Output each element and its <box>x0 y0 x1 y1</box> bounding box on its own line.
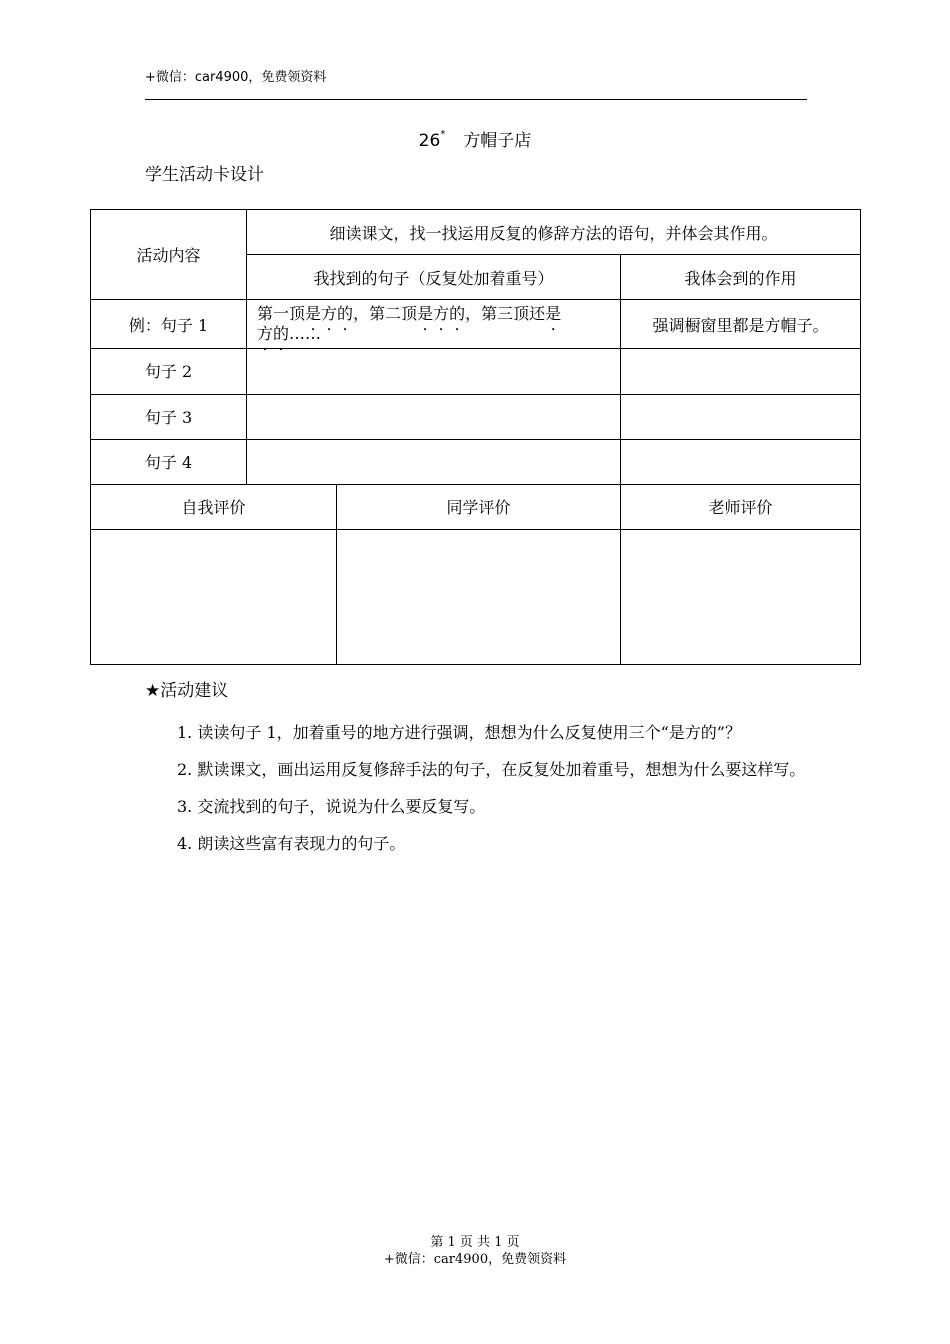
header-divider <box>145 99 807 100</box>
example-row-label: 例：句子 1 <box>91 300 247 349</box>
suggestion-item: 4. 朗读这些富有表现力的句子。 <box>177 834 406 853</box>
emphasis-segment: 是方的 <box>417 304 466 323</box>
row-label: 句子 4 <box>91 440 247 485</box>
peer-evaluation-cell[interactable] <box>337 530 621 665</box>
effect-cell[interactable] <box>621 349 861 395</box>
suggestion-item: 2. 默读课文，画出运用反复修辞手法的句子，在反复处加着重号，想想为什么要这样写。 <box>177 760 806 779</box>
emphasis-segment: 方的 <box>257 324 290 343</box>
effect-cell[interactable] <box>621 395 861 440</box>
suggestions-title: ★活动建议 <box>145 681 229 701</box>
teacher-evaluation-header: 老师评价 <box>621 485 861 530</box>
example-segment: ，第三顶还 <box>465 304 546 323</box>
example-segment: 第一顶 <box>257 304 306 323</box>
activity-card-table <box>90 209 861 665</box>
page-title <box>0 126 950 151</box>
example-segment: …… <box>289 324 322 343</box>
self-evaluation-header: 自我评价 <box>91 485 337 530</box>
self-evaluation-cell[interactable] <box>91 530 337 665</box>
peer-evaluation-header: 同学评价 <box>337 485 621 530</box>
sentence-cell[interactable] <box>247 395 621 440</box>
teacher-evaluation-cell[interactable] <box>621 530 861 665</box>
section-title: 学生活动卡设计 <box>145 165 264 185</box>
effect-cell[interactable] <box>621 440 861 485</box>
sentence-cell[interactable] <box>247 440 621 485</box>
suggestion-item: 1. 读读句子 1，加着重号的地方进行强调，想想为什么反复使用三个“是方的”？ <box>177 723 741 742</box>
lesson-title: 方帽子店 <box>463 131 532 151</box>
lesson-mark: * <box>440 129 446 141</box>
column-header-sentence: 我找到的句子（反复处加着重号） <box>247 255 621 300</box>
example-effect: 强调橱窗里都是方帽子。 <box>621 300 861 349</box>
footer-note: +微信：car4900，免费领资料 <box>383 1252 567 1267</box>
header-note: +微信：car4900，免费领资料 <box>145 70 327 85</box>
row-label: 句子 2 <box>91 349 247 395</box>
column-header-effect: 我体会到的作用 <box>621 255 861 300</box>
sentence-cell[interactable] <box>247 349 621 395</box>
activity-description: 细读课文，找一找运用反复的修辞方法的语句，并体会其作用。 <box>247 210 861 255</box>
lesson-number: 26 <box>418 131 441 151</box>
suggestion-item: 3. 交流找到的句子，说说为什么要反复写。 <box>177 797 486 816</box>
emphasis-segment: 是 <box>545 304 562 323</box>
row-label: 句子 3 <box>91 395 247 440</box>
example-segment: ，第二顶 <box>353 304 418 323</box>
emphasis-segment: 是方的 <box>305 304 354 323</box>
activity-content-label: 活动内容 <box>91 210 247 300</box>
example-sentence <box>247 300 621 349</box>
activity-suggestions <box>145 680 810 862</box>
page-number: 第 1 页 共 1 页 <box>430 1235 520 1250</box>
